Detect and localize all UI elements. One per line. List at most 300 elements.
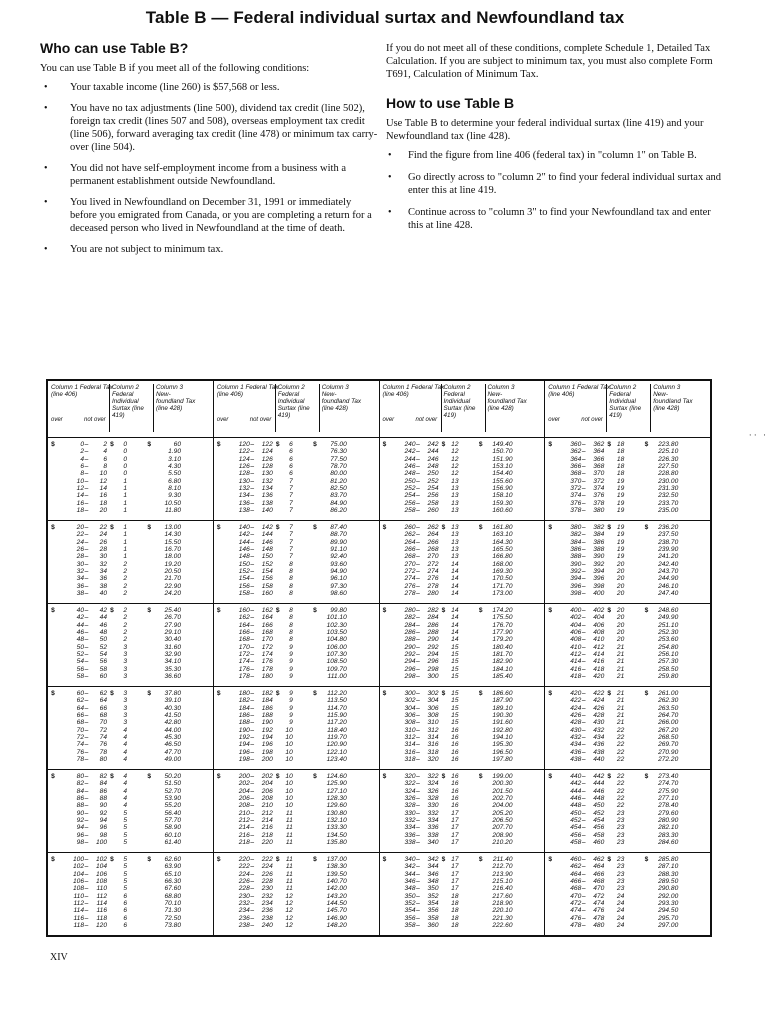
dollar-sign [293,697,317,704]
dollar-sign [273,666,283,673]
dollar-sign [127,561,151,568]
cell-over: 112 [73,900,84,908]
cell-over: 314 [404,741,416,749]
dollar-sign [214,492,224,499]
cell-over: 62 [76,697,84,705]
table-row [380,644,545,651]
cell-surtax: 19 [616,546,625,554]
table-row [214,561,379,568]
cell-not-over: 236 [261,907,273,915]
table-row [545,712,710,719]
range-dash: – [416,643,420,651]
cell-surtax: 6 [289,463,293,471]
cell-not-over: 372 [593,477,605,485]
cell-nfld-tax: 81.20 [330,477,347,485]
cell-surtax: 9 [289,665,293,673]
dollar-sign [214,727,224,734]
cell-surtax: 11 [285,839,293,847]
dollar-sign: $ [110,690,114,697]
dollar-sign [48,788,58,795]
cell-over: 40 [76,607,84,614]
dollar-sign [545,531,555,538]
cell-not-over: 472 [593,892,605,900]
cell-surtax: 4 [123,802,127,810]
cell-nfld-tax: 212.70 [492,863,513,871]
dollar-sign [107,780,117,787]
cell-surtax: 3 [123,673,127,681]
cell-surtax: 22 [616,734,625,742]
cell-over: 64 [76,704,84,712]
dollar-sign: $ [382,524,387,531]
dollar-sign [604,561,614,568]
dollar-sign [439,673,449,680]
cell-over: 44 [76,621,84,629]
dollar-sign [439,885,449,892]
dollar-sign [624,795,648,802]
cell-nfld-tax: 175.50 [492,614,513,622]
cell-not-over: 406 [593,621,605,629]
cell-not-over: 304 [427,697,439,705]
cell-nfld-tax: 259.80 [658,673,679,681]
dollar-sign [127,463,151,470]
dollar-sign: $ [147,773,151,780]
cell-surtax: 19 [616,524,625,531]
dollar-sign [604,907,614,914]
dollar-sign [380,922,390,929]
table-row [214,817,379,824]
range-dash: – [84,922,89,930]
cell-nfld-tax: 75.00 [330,441,347,448]
cell-nfld-tax: 150.70 [492,448,513,456]
dollar-sign [545,727,555,734]
page-title: Table B — Federal individual surtax and Newfoundland tax [145,8,625,27]
table-row [380,524,545,531]
cell-nfld-tax: 139.50 [326,870,347,878]
table-row [48,478,213,485]
cell-not-over: 36 [99,575,107,583]
dollar-sign: $ [644,856,649,863]
table-row [380,885,545,892]
dollar-sign [48,727,58,734]
dollar-sign [48,456,58,463]
cell-nfld-tax: 122.10 [326,748,347,756]
cell-over: 82 [76,780,84,788]
cell-nfld-tax: 270.90 [658,748,679,756]
cell-nfld-tax: 4.30 [168,463,181,471]
range-dash: – [581,560,586,568]
cell-nfld-tax: 156.90 [492,485,513,493]
cell-not-over: 164 [261,614,273,622]
dollar-sign [459,839,483,846]
cell-nfld-tax: 285.80 [658,856,679,863]
cell-surtax: 3 [123,665,127,673]
dollar-sign [127,893,151,900]
cell-over: 20 [76,524,84,531]
cell-over: 158 [238,590,250,598]
range-dash: – [84,824,89,832]
cell-nfld-tax: 80.00 [330,470,347,478]
cell-not-over: 66 [99,704,107,712]
table-row [214,456,379,463]
dollar-sign [293,712,317,719]
range-dash: – [84,741,89,749]
cell-not-over: 10 [99,470,107,478]
cell-surtax: 14 [451,629,459,637]
dollar-sign [214,561,224,568]
cell-not-over: 244 [427,448,439,456]
table-row [545,756,710,763]
table-row [214,448,379,455]
cell-not-over: 402 [593,607,605,614]
dollar-sign [293,780,317,787]
dollar-sign [439,636,449,643]
cell-surtax: 18 [616,463,625,471]
dollar-sign [127,734,151,741]
range-dash: – [581,773,586,780]
cell-nfld-tax: 49.00 [164,756,181,764]
cell-over: 134 [238,492,250,500]
cell-surtax: 1 [123,507,127,515]
table-row [380,863,545,870]
cell-over: 32 [76,568,84,576]
range-dash: – [416,455,420,463]
table-row [48,795,213,802]
range-dash: – [250,756,255,764]
cell-over: 162 [238,614,250,622]
dollar-sign [459,788,483,795]
cell-over: 232 [238,900,250,908]
cell-over: 58 [76,673,84,681]
cell-not-over: 134 [261,485,273,493]
cell-surtax: 6 [289,455,293,463]
range-dash: – [416,614,420,622]
range-dash: – [250,831,255,839]
range-dash: – [84,780,89,788]
dollar-sign [273,817,283,824]
range-dash: – [84,614,89,622]
cell-not-over: 124 [261,448,273,456]
dollar-sign [48,507,58,514]
cell-not-over: 384 [593,531,605,539]
cell-over: 244 [404,455,416,463]
table-row [380,922,545,929]
cell-over: 426 [570,712,582,720]
dollar-sign [48,575,58,582]
table-row [214,878,379,885]
cell-not-over: 32 [99,560,107,568]
table-row [48,756,213,763]
range-dash: – [581,673,586,681]
cell-nfld-tax: 237.50 [658,531,679,539]
cell-surtax: 22 [616,802,625,810]
table-row [380,900,545,907]
cell-nfld-tax: 68.80 [164,892,181,900]
cell-surtax: 6 [123,914,127,922]
table-row [380,500,545,507]
dollar-sign [127,553,151,560]
cell-nfld-tax: 108.50 [326,658,347,666]
dollar-sign [107,832,117,839]
dollar-sign [273,705,283,712]
dollar-sign [107,922,117,929]
dollar-sign [273,756,283,763]
cell-not-over: 116 [96,907,107,915]
dollar-sign [545,561,555,568]
dollar-sign [107,810,117,817]
dollar-sign [214,741,224,748]
cell-surtax: 21 [616,697,625,705]
cell-over: 402 [570,614,582,622]
dollar-sign [107,893,117,900]
cell-not-over: 72 [99,726,107,734]
table-row [214,780,379,787]
cell-surtax: 16 [451,756,459,764]
cell-surtax: 5 [123,870,127,878]
dollar-sign [545,622,555,629]
dollar-sign [214,622,224,629]
table-row [48,839,213,846]
cell-surtax: 18 [616,448,625,456]
cell-not-over: 266 [427,538,439,546]
dollar-sign [48,734,58,741]
range-dash: – [250,726,255,734]
cell-over: 332 [404,817,416,825]
cell-surtax: 12 [285,892,293,900]
cell-over: 208 [238,802,250,810]
dollar-sign [107,500,117,507]
cell-surtax: 17 [451,878,459,886]
cell-not-over: 434 [593,734,605,742]
cell-not-over: 362 [593,441,605,448]
cell-not-over: 16 [99,492,107,500]
cell-not-over: 6 [103,455,107,463]
dollar-sign [273,636,283,643]
cell-over: 256 [404,499,416,507]
dollar-sign [48,485,58,492]
range-dash: – [581,780,586,788]
steps-list [386,149,726,232]
range-dash: – [84,787,89,795]
table-row [48,622,213,629]
dollar-sign [214,810,224,817]
cell-surtax: 0 [123,455,127,463]
range-dash: – [84,726,89,734]
dollar-sign [459,817,483,824]
table-row [48,922,213,929]
cell-surtax: 8 [289,560,293,568]
cell-nfld-tax: 211.40 [492,856,513,863]
cell-surtax: 17 [451,870,459,878]
dollar-sign [380,795,390,802]
dollar-sign [439,749,449,756]
cell-not-over: 102 [95,856,107,863]
dollar-sign [107,697,117,704]
cell-over: 122 [238,448,250,456]
cell-surtax: 11 [285,863,293,871]
table-row [545,568,710,575]
table-row [214,575,379,582]
table-row [545,690,710,697]
table-row [380,636,545,643]
cell-not-over: 152 [261,560,273,568]
dollar-sign [624,658,648,665]
table-row [214,590,379,597]
cell-not-over: 294 [427,651,439,659]
dollar-sign [293,485,317,492]
cell-over: 414 [570,658,582,666]
range-dash: – [84,690,89,697]
dollar-sign [380,561,390,568]
table-row [380,802,545,809]
cell-not-over: 38 [99,582,107,590]
dollar-sign [604,492,614,499]
dollar-sign [380,500,390,507]
table-row [545,673,710,680]
range-dash: – [416,780,420,788]
cell-nfld-tax: 233.70 [658,499,679,507]
dollar-sign [380,712,390,719]
table-row [545,734,710,741]
header-col2: Column 2 Federal Individual Surtax (line 419) [112,384,150,419]
dollar-sign: $ [382,441,387,448]
cell-over: 136 [238,499,250,507]
dollar-sign [127,500,151,507]
cell-not-over: 194 [261,734,273,742]
dollar-sign [624,546,648,553]
dollar-sign [107,863,117,870]
cell-not-over: 322 [427,773,439,780]
cell-not-over: 174 [261,651,273,659]
table-row [380,907,545,914]
cell-not-over: 454 [593,817,605,825]
cell-surtax: 14 [451,582,459,590]
table-row [48,614,213,621]
cell-not-over: 222 [261,856,273,863]
range-dash: – [581,697,586,705]
cell-not-over: 320 [427,756,439,764]
dollar-sign [293,539,317,546]
range-dash: – [581,665,586,673]
table-row [48,636,213,643]
cell-nfld-tax: 71.30 [164,907,181,915]
table-row [380,856,545,863]
dollar-sign [380,780,390,787]
range-dash: – [84,538,89,546]
range-dash: – [250,741,255,749]
dollar-sign [293,448,317,455]
range-dash: – [84,590,89,598]
cell-not-over: 348 [427,878,439,886]
cell-over: 26 [76,546,84,554]
range-dash: – [581,463,586,471]
cell-not-over: 28 [99,546,107,554]
cell-over: 434 [570,741,582,749]
dollar-sign [127,622,151,629]
table-row [48,590,213,597]
range-dash: – [416,900,420,908]
dollar-sign [48,749,58,756]
range-dash: – [250,575,255,583]
dollar-sign: $ [110,773,114,780]
dollar-sign [48,712,58,719]
table-block [380,604,545,687]
cell-nfld-tax: 72.50 [164,914,181,922]
dollar-sign [107,666,117,673]
cell-nfld-tax: 87.40 [330,524,347,531]
range-dash: – [250,773,255,780]
cell-nfld-tax: 174.20 [492,607,513,614]
cell-nfld-tax: 146.90 [326,914,347,922]
range-dash: – [84,575,89,583]
dollar-sign [624,507,648,514]
cell-over: 124 [238,455,250,463]
cell-surtax: 7 [289,538,293,546]
dollar-sign [545,802,555,809]
cell-not-over: 410 [593,636,605,644]
cell-over: 54 [76,658,84,666]
range-dash: – [250,560,255,568]
table-row [545,448,710,455]
dollar-sign [293,900,317,907]
cell-over: 110 [73,892,84,900]
range-dash: – [84,665,89,673]
dollar-sign [107,636,117,643]
table-row [380,832,545,839]
cell-not-over: 168 [261,629,273,637]
dollar-sign [624,878,648,885]
range-dash: – [250,704,255,712]
table-row [214,568,379,575]
cell-not-over: 264 [427,531,439,539]
cell-over: 296 [404,665,416,673]
dollar-sign [127,539,151,546]
dollar-sign [459,727,483,734]
table-block [380,853,545,935]
dollar-sign [439,871,449,878]
dollar-sign [439,478,449,485]
cell-nfld-tax: 26.70 [164,614,181,622]
range-dash: – [581,658,586,666]
cell-not-over: 354 [427,900,439,908]
dollar-sign [214,568,224,575]
table-row [48,500,213,507]
dollar-sign [214,922,224,929]
cell-nfld-tax: 235.00 [658,507,679,515]
dollar-sign [459,734,483,741]
cell-not-over: 256 [427,492,439,500]
dollar-sign [293,810,317,817]
cell-surtax: 2 [123,560,127,568]
cell-nfld-tax: 274.70 [658,780,679,788]
cell-not-over: 4 [103,448,107,456]
cell-over: 156 [238,582,250,590]
dollar-sign [624,500,648,507]
dollar-sign [293,651,317,658]
cell-nfld-tax: 293.30 [658,900,679,908]
cell-surtax: 12 [285,922,293,930]
dollar-sign [459,824,483,831]
range-dash: – [250,568,255,576]
dollar-sign [439,456,449,463]
cell-nfld-tax: 129.60 [326,802,347,810]
table-row [214,651,379,658]
range-dash: – [250,614,255,622]
dollar-sign: $ [548,607,553,614]
cell-over: 286 [404,629,416,637]
table-row [214,607,379,614]
cell-not-over: 218 [261,831,273,839]
cell-nfld-tax: 243.70 [658,568,679,576]
